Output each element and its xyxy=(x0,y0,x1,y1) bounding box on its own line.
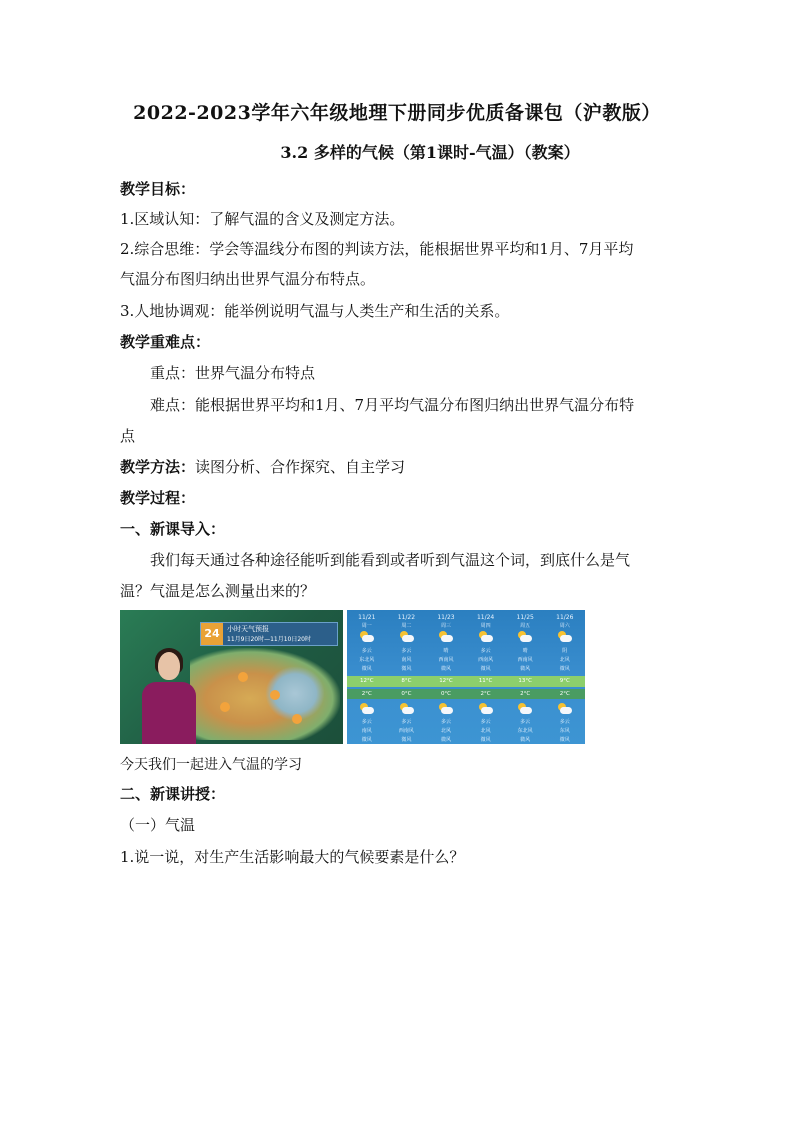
forecast-dw: 多云 xyxy=(480,648,491,654)
forecast-nw: 多云 xyxy=(520,719,531,725)
forecast-low: 0°C xyxy=(426,689,466,699)
keypoints-heading: 教学重难点： xyxy=(120,333,211,351)
difficult-point-line2: 点 xyxy=(120,427,136,445)
difficult-point-line1: 难点：能根据世界平均和1月、7月平均气温分布图归纳出世界气温分布特 xyxy=(150,396,635,414)
forecast-week: 周六 xyxy=(559,623,570,629)
process-heading: 教学过程： xyxy=(120,489,196,507)
forecast-dwind: 北风 xyxy=(559,657,570,663)
forecast-date: 11/24 xyxy=(476,614,495,621)
forecast-dw: 阴 xyxy=(562,648,568,654)
forecast-dlev: 微风 xyxy=(440,666,451,672)
news-anchor-figure xyxy=(140,648,198,744)
key-point: 重点：世界气温分布特点 xyxy=(150,364,316,382)
badge-title: 小时天气预报 xyxy=(227,625,269,633)
forecast-nlev: 微风 xyxy=(559,737,570,743)
forecast-date: 11/26 xyxy=(556,614,574,621)
weather-icon xyxy=(558,631,572,643)
sun-icon xyxy=(292,714,302,724)
forecast-dwind: 东北风 xyxy=(359,657,375,663)
forecast-dw: 晴 xyxy=(443,648,449,654)
forecast-dwind: 西南风 xyxy=(438,657,454,663)
forecast-date: 11/22 xyxy=(397,614,416,621)
forecast-week: 周三 xyxy=(440,623,451,629)
method-text: 读图分析、合作探究、自主学习 xyxy=(195,458,406,476)
weather-icon xyxy=(360,703,374,715)
intro-paragraph-line2: 温？气温是怎么测量出来的？ xyxy=(120,582,316,600)
forecast-high: 12°C xyxy=(426,676,466,687)
forecast-nwind: 东北风 xyxy=(517,728,533,734)
forecast-low: 2°C xyxy=(347,689,387,699)
forecast-nwind: 北风 xyxy=(440,728,451,734)
forecast-dw: 晴 xyxy=(522,648,528,654)
weather-icon xyxy=(439,703,453,715)
forecast-week: 周四 xyxy=(480,623,491,629)
forecast-day-column xyxy=(347,610,387,744)
weather-icon xyxy=(439,631,453,643)
objective-3: 3.人地协调观：能举例说明气温与人类生产和生活的关系。 xyxy=(120,302,510,320)
forecast-week: 周五 xyxy=(520,623,531,629)
weather-icon xyxy=(518,631,532,643)
forecast-dlev: 微风 xyxy=(361,666,372,672)
forecast-badge xyxy=(200,622,338,646)
forecast-nw: 多云 xyxy=(361,719,372,725)
subsection-temperature: （一）气温 xyxy=(120,816,196,834)
document-title: 2022-2023学年六年级地理下册同步优质备课包（沪教版） xyxy=(133,102,661,124)
weather-icon xyxy=(558,703,572,715)
sun-icon xyxy=(270,690,280,700)
badge-time: 11月9日20时—11月10日20时 xyxy=(227,636,311,643)
forecast-high: 9°C xyxy=(545,676,585,687)
forecast-nwind: 南风 xyxy=(361,728,372,734)
forecast-low: 2°C xyxy=(505,689,545,699)
forecast-nlev: 微风 xyxy=(401,737,412,743)
china-map-graphic xyxy=(190,648,340,740)
forecast-nwind: 西南风 xyxy=(398,728,414,734)
method-label: 教学方法： xyxy=(120,458,196,476)
forecast-date: 11/21 xyxy=(358,614,376,621)
weather-icon xyxy=(360,631,374,643)
sun-icon xyxy=(220,702,230,712)
question-1: 1.说一说，对生产生活影响最大的气候要素是什么？ xyxy=(120,848,465,866)
forecast-nw: 多云 xyxy=(401,719,412,725)
forecast-dwind: 西南风 xyxy=(517,657,533,663)
forecast-dwind: 南风 xyxy=(401,657,412,663)
weekly-forecast-image xyxy=(347,610,585,744)
forecast-dlev: 微风 xyxy=(480,666,491,672)
forecast-nw: 多云 xyxy=(480,719,491,725)
forecast-high: 8°C xyxy=(387,676,427,687)
objective-1: 1.区域认知：了解气温的含义及测定方法。 xyxy=(120,210,405,228)
forecast-dlev: 微风 xyxy=(401,666,412,672)
section-intro-heading: 一、新课导入： xyxy=(120,520,226,538)
badge-number: 24 xyxy=(201,623,223,645)
objective-2-line1: 2.综合思维：学会等温线分布图的判读方法，能根据世界平均和1月、7月平均 xyxy=(120,240,634,258)
forecast-nwind: 东风 xyxy=(559,728,570,734)
weather-icon xyxy=(479,631,493,643)
forecast-nlev: 微风 xyxy=(361,737,372,743)
forecast-day-column xyxy=(466,610,506,744)
document-subtitle: 3.2 多样的气候（第1课时-气温）（教案） xyxy=(280,143,580,162)
objectives-heading: 教学目标： xyxy=(120,180,196,198)
forecast-nw: 多云 xyxy=(440,719,451,725)
forecast-dwind: 西南风 xyxy=(478,657,494,663)
sun-icon xyxy=(238,672,248,682)
forecast-week: 周一 xyxy=(361,623,372,629)
forecast-dlev: 微风 xyxy=(559,666,570,672)
forecast-low: 0°C xyxy=(387,689,427,699)
forecast-nlev: 微风 xyxy=(440,737,451,743)
section-lecture-heading: 二、新课讲授： xyxy=(120,785,226,803)
intro-paragraph-line1: 我们每天通过各种途径能听到能看到或者听到气温这个词，到底什么是气 xyxy=(150,551,631,569)
forecast-day-column xyxy=(426,610,466,744)
weather-icon xyxy=(479,703,493,715)
forecast-high: 13°C xyxy=(505,676,545,687)
forecast-nw: 多云 xyxy=(559,719,570,725)
forecast-nlev: 微风 xyxy=(520,737,531,743)
forecast-dw: 多云 xyxy=(361,648,372,654)
forecast-nwind: 北风 xyxy=(480,728,491,734)
weather-icon xyxy=(400,703,414,715)
forecast-high: 11°C xyxy=(466,676,506,687)
forecast-low: 2°C xyxy=(545,689,585,699)
objective-2-line2: 气温分布图归纳出世界气温分布特点。 xyxy=(120,270,376,288)
forecast-dw: 多云 xyxy=(401,648,412,654)
forecast-day-column xyxy=(505,610,545,744)
forecast-day-column xyxy=(545,610,585,744)
weather-icon xyxy=(400,631,414,643)
weather-news-image xyxy=(120,610,343,744)
forecast-date: 11/23 xyxy=(437,614,455,621)
image-caption: 今天我们一起进入气温的学习 xyxy=(120,757,302,773)
forecast-week: 周二 xyxy=(401,623,412,629)
forecast-low: 2°C xyxy=(466,689,506,699)
forecast-day-column xyxy=(387,610,427,744)
forecast-high: 12°C xyxy=(347,676,387,687)
forecast-dlev: 微风 xyxy=(520,666,531,672)
method-line xyxy=(120,456,405,477)
forecast-date: 11/25 xyxy=(516,614,534,621)
weather-icon xyxy=(518,703,532,715)
forecast-nlev: 微风 xyxy=(480,737,491,743)
